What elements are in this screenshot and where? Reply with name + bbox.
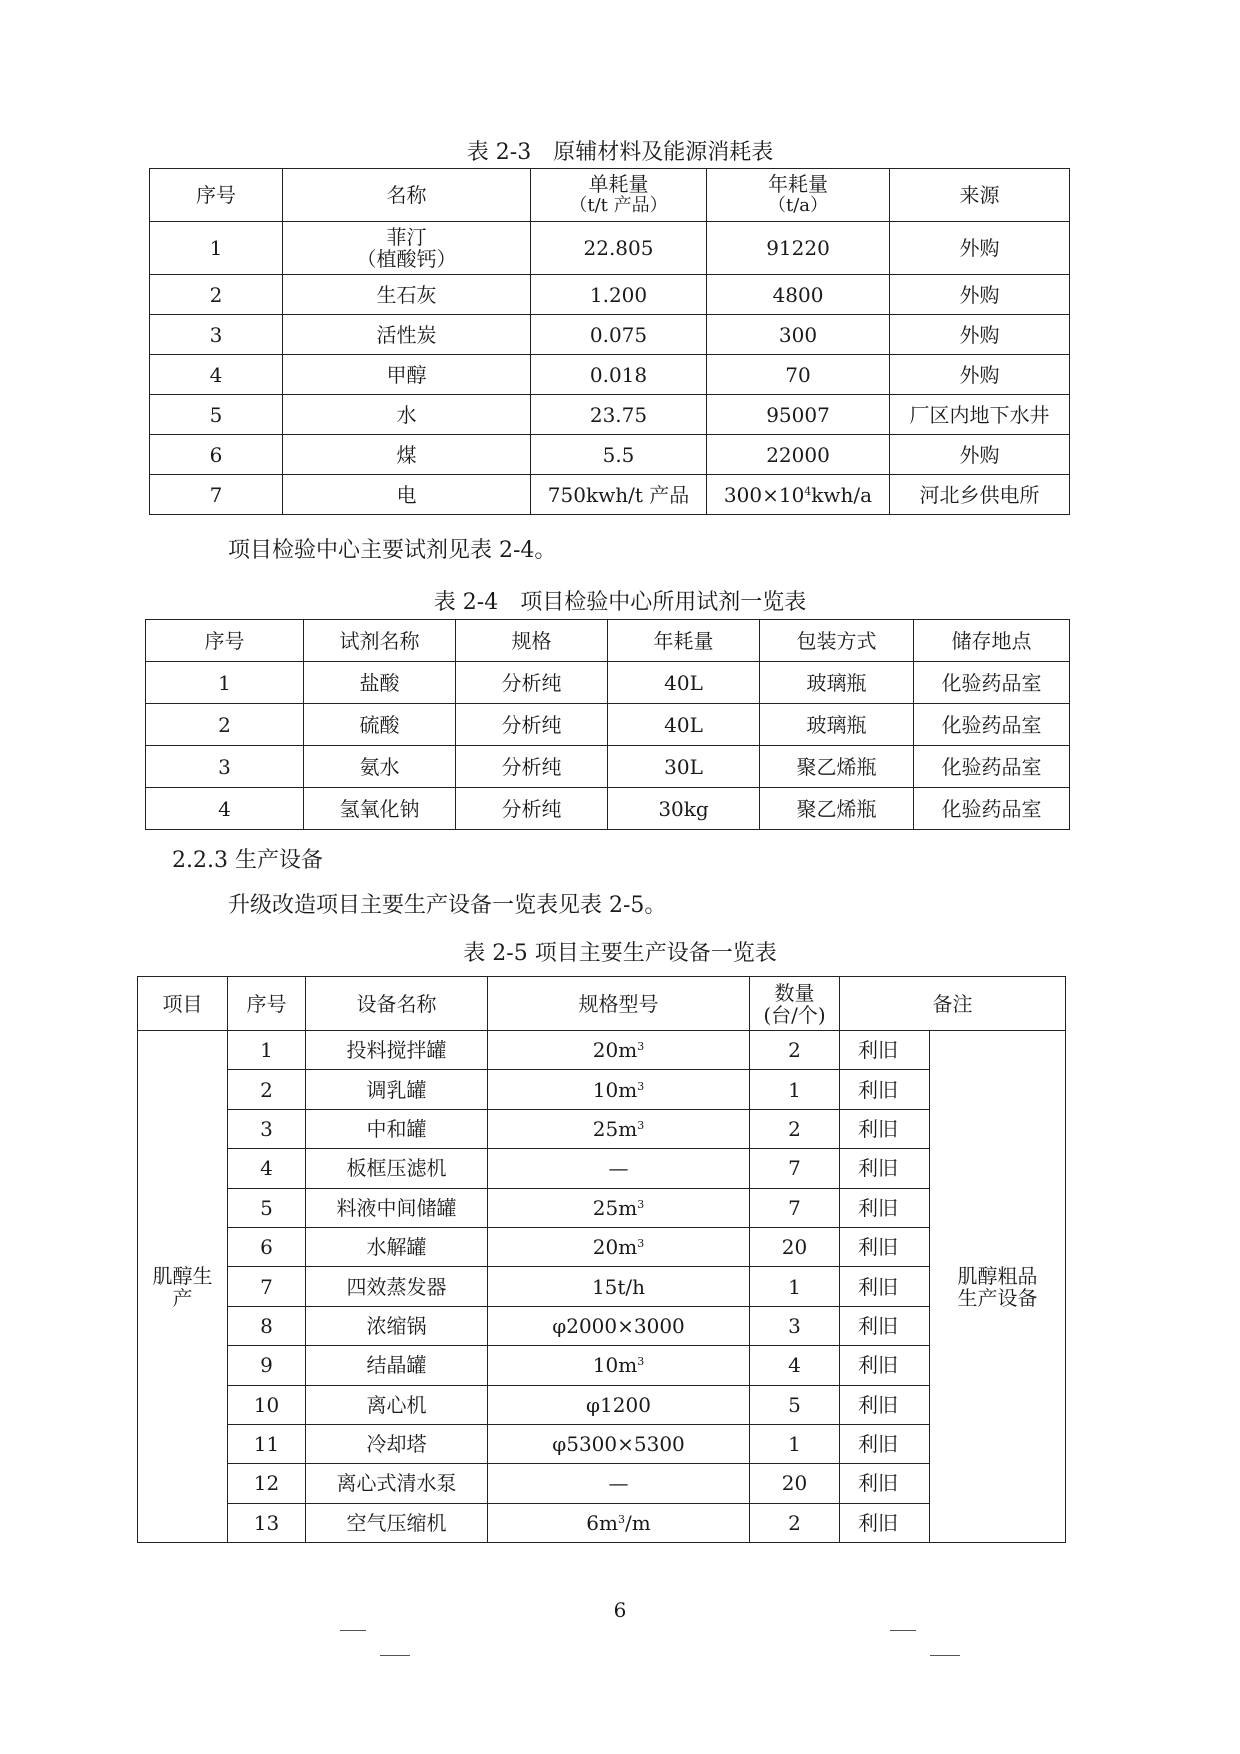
header-model: 规格型号 bbox=[488, 977, 750, 1031]
table-row: 1 菲汀 （植酸钙） 22.805 91220 外购 bbox=[150, 222, 1070, 275]
header-annual-consumption: 年耗量 （t/a） bbox=[707, 169, 890, 222]
table-row: 6 水解罐 $20m^3$ 20 利旧 bbox=[138, 1227, 1066, 1266]
table-row: 9 结晶罐 $10m^3$ 4 利旧 bbox=[138, 1346, 1066, 1385]
table-row: 2 调乳罐 $10m^3$ 1 利旧 bbox=[138, 1070, 1066, 1109]
table-row: 2 生石灰 1.200 4800 外购 bbox=[150, 275, 1070, 315]
page-number: 6 bbox=[613, 1598, 627, 1622]
table-row: 7 四效蒸发器 15t/h 1 利旧 bbox=[138, 1267, 1066, 1306]
scan-mark bbox=[930, 1655, 960, 1656]
header-packaging: 包装方式 bbox=[760, 620, 914, 662]
table-row: 肌醇生 产 1 投料搅拌罐 $20m^3$ 2 利旧 肌醇粗品 生产设备 bbox=[138, 1031, 1066, 1070]
table-row: 13 空气压缩机 $6m^3/m$ 2 利旧 bbox=[138, 1503, 1066, 1542]
header-item: 项目 bbox=[138, 977, 228, 1031]
table-row: 7 电 750kwh/t 产品 $300\times 10^4kwh/a$ 河北乡供电所 bbox=[150, 475, 1070, 515]
table-2-5 bbox=[137, 976, 1066, 1543]
paragraph-reagents: 项目检验中心主要试剂见表 2-4。 bbox=[228, 538, 557, 563]
header-storage: 储存地点 bbox=[914, 620, 1070, 662]
table-row: 3 中和罐 $25m^3$ 2 利旧 bbox=[138, 1109, 1066, 1148]
table-row: 4 甲醇 0.018 70 外购 bbox=[150, 355, 1070, 395]
table-row: 5 水 23.75 95007 厂区内地下水井 bbox=[150, 395, 1070, 435]
header-annual: 年耗量 bbox=[608, 620, 760, 662]
table-2-5-caption: 表 2-5 项目主要生产设备一览表 bbox=[463, 941, 777, 966]
table-row: 10 离心机 φ1200 5 利旧 bbox=[138, 1385, 1066, 1424]
table-2-4-caption: 表 2-4 项目检验中心所用试剂一览表 bbox=[433, 590, 807, 615]
scan-mark bbox=[380, 1655, 410, 1656]
table-row: 12 离心式清水泵 — 20 利旧 bbox=[138, 1464, 1066, 1503]
table-row: 11 冷却塔 φ5300×5300 1 利旧 bbox=[138, 1424, 1066, 1463]
table-2-3-caption: 表 2-3 原辅材料及能源消耗表 bbox=[466, 140, 774, 165]
paragraph-equipment: 升级改造项目主要生产设备一览表见表 2-5。 bbox=[228, 893, 667, 918]
header-note: 备注 bbox=[840, 977, 1066, 1031]
table-row: 6 煤 5.5 22000 外购 bbox=[150, 435, 1070, 475]
table-row: 8 浓缩锅 φ2000×3000 3 利旧 bbox=[138, 1306, 1066, 1345]
header-reagent-name: 试剂名称 bbox=[304, 620, 456, 662]
table-2-4 bbox=[145, 619, 1070, 830]
table-row: 4 板框压滤机 — 7 利旧 bbox=[138, 1149, 1066, 1188]
header-unit-consumption: 单耗量 （t/t 产品） bbox=[531, 169, 707, 222]
table-row: 2 硫酸 分析纯 40L 玻璃瓶 化验药品室 bbox=[146, 704, 1070, 746]
table-row: 5 料液中间储罐 $25m^3$ 7 利旧 bbox=[138, 1188, 1066, 1227]
header-source: 来源 bbox=[890, 169, 1070, 222]
remark-cell: 肌醇粗品 生产设备 bbox=[930, 1031, 1066, 1543]
table-row: 1 盐酸 分析纯 40L 玻璃瓶 化验药品室 bbox=[146, 662, 1070, 704]
table-2-3 bbox=[149, 168, 1070, 515]
header-name: 名称 bbox=[283, 169, 531, 222]
scan-mark bbox=[340, 1630, 366, 1631]
table-row: 3 氨水 分析纯 30L 聚乙烯瓶 化验药品室 bbox=[146, 746, 1070, 788]
group-cell: 肌醇生 产 bbox=[138, 1031, 228, 1543]
scan-mark bbox=[890, 1630, 916, 1631]
header-spec: 规格 bbox=[456, 620, 608, 662]
header-no: 序号 bbox=[228, 977, 306, 1031]
header-quantity: 数量 (台/个) bbox=[750, 977, 840, 1031]
header-equipment-name: 设备名称 bbox=[306, 977, 488, 1031]
section-heading: 2.2.3 生产设备 bbox=[172, 848, 323, 873]
table-row: 4 氢氧化钠 分析纯 30kg 聚乙烯瓶 化验药品室 bbox=[146, 788, 1070, 830]
table-row: 3 活性炭 0.075 300 外购 bbox=[150, 315, 1070, 355]
header-no: 序号 bbox=[150, 169, 283, 222]
header-no: 序号 bbox=[146, 620, 304, 662]
